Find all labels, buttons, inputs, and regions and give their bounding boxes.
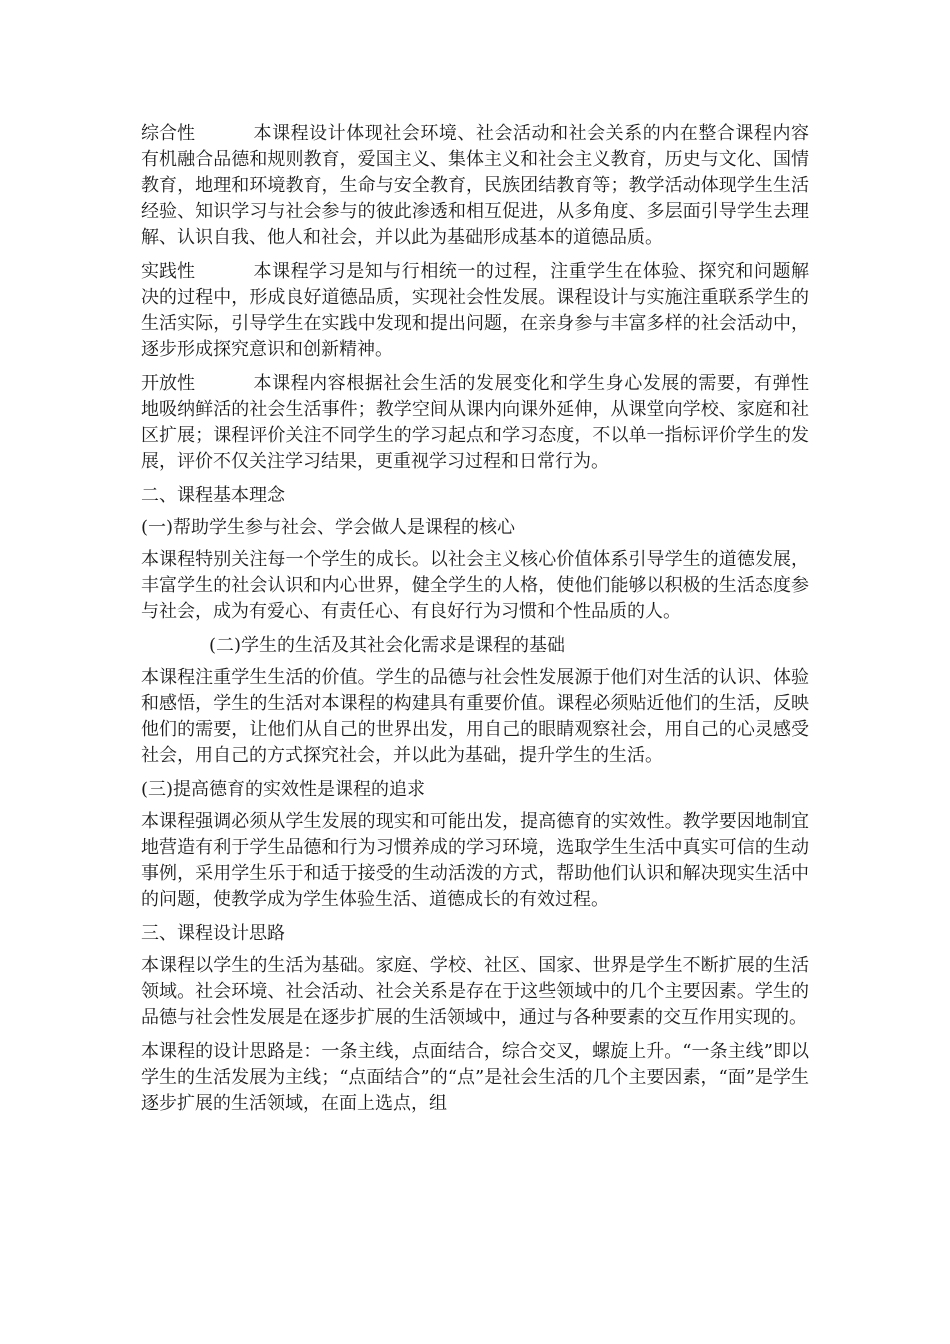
section-heading-design: 三、课程设计思路 bbox=[141, 923, 285, 944]
document-page bbox=[141, 121, 809, 1125]
term-text: 本课程设计体现社会环境、社会活动和社会关系的内在整合课程内容有机融合品德和规则教育，爱国主义、集体主义和社会主义教育，历史与文化、国情教育，地理和环境教育，生命与安全教育，民族团结教育等；教学活动体现学生生活经验、知识学习与社会参与的彼此渗透和相互促进，从多角度、多层面引导学生去理解、认识自我、他人和社会，并以此为基础形成基本的道德品质。 bbox=[141, 123, 809, 248]
paragraph-design-basis: 本课程以学生的生活为基础。家庭、学校、社区、国家、世界是学生不断扩展的生活领域。社会环境、社会活动、社会关系是存在于这些领域中的几个主要因素。学生的品德与社会性发展是在逐步扩展的生活领域中，通过与各种要素的交互作用实现的。 bbox=[141, 955, 809, 1028]
term-text: 本课程内容根据社会生活的发展变化和学生身心发展的需要，有弹性地吸纳鲜活的社会生活事件；教学空间从课内向课外延伸，从课堂向学校、家庭和社区扩展；课程评价关注不同学生的学习起点和学习态度，不以单一指标评价学生的发展，评价不仅关注学习结果，更重视学习过程和日常行为。 bbox=[141, 373, 809, 472]
paragraph-comprehensiveness bbox=[141, 121, 809, 251]
subheading-pursuit: (三)提高德育的实效性是课程的追求 bbox=[141, 779, 426, 800]
paragraph-practicality bbox=[141, 259, 809, 363]
term-text: 本课程学习是知与行相统一的过程，注重学生在体验、探究和问题解决的过程中，形成良好道德品质，实现社会性发展。课程设计与实施注重联系学生的生活实际，引导学生在实践中发现和提出问题，在亲身参与丰富多样的社会活动中，逐步形成探究意识和创新精神。 bbox=[141, 261, 809, 360]
term-label: 综合性 bbox=[141, 123, 195, 144]
section-heading-basic-concepts: 二、课程基本理念 bbox=[141, 485, 285, 506]
term-label: 实践性 bbox=[141, 261, 195, 282]
subheading-core: (一)帮助学生参与社会、学会做人是课程的核心 bbox=[141, 517, 516, 538]
paragraph-core: 本课程特别关注每一个学生的成长。以社会主义核心价值体系引导学生的道德发展，丰富学生的社会认识和内心世界，健全学生的人格，使他们能够以积极的生活态度参与社会，成为有爱心、有责任心、有良好行为习惯和个性品质的人。 bbox=[141, 549, 809, 622]
term-label: 开放性 bbox=[141, 373, 195, 394]
subheading-foundation: (二)学生的生活及其社会化需求是课程的基础 bbox=[209, 635, 566, 656]
paragraph-design-approach: 本课程的设计思路是：一条主线，点面结合，综合交叉，螺旋上升。“一条主线”即以学生的生活发展为主线；“点面结合”的“点”是社会生活的几个主要因素，“面”是学生逐步扩展的生活领域，在面上选点，组 bbox=[141, 1041, 809, 1114]
paragraph-openness bbox=[141, 371, 809, 475]
paragraph-foundation: 本课程注重学生生活的价值。学生的品德与社会性发展源于他们对生活的认识、体验和感悟，学生的生活对本课程的构建具有重要价值。课程必须贴近他们的生活，反映他们的需要，让他们从自己的世界出发，用自己的眼睛观察社会，用自己的心灵感受社会，用自己的方式探究社会，并以此为基础，提升学生的生活。 bbox=[141, 667, 809, 766]
paragraph-pursuit: 本课程强调必须从学生发展的现实和可能出发，提高德育的实效性。教学要因地制宜地营造有利于学生品德和行为习惯养成的学习环境，选取学生生活中真实可信的生动事例，采用学生乐于和适于接受的生动活泼的方式，帮助他们认识和解决现实生活中的问题，使教学成为学生体验生活、道德成长的有效过程。 bbox=[141, 811, 809, 910]
